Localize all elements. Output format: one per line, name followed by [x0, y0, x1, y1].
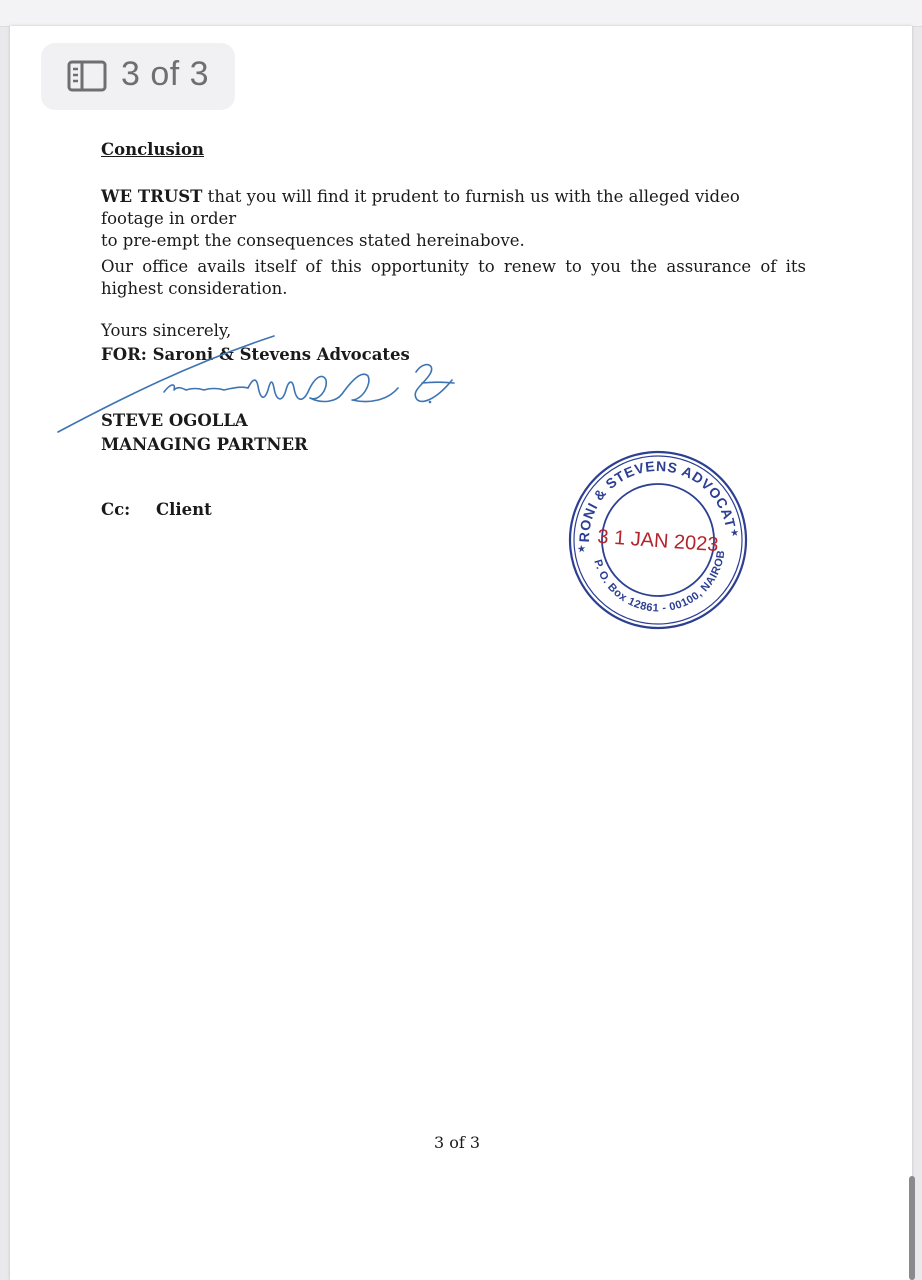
stamp-star-left: ★ — [576, 543, 587, 556]
vertical-scrollbar[interactable] — [909, 1176, 915, 1280]
signer-name: STEVE OGOLLA — [101, 411, 248, 430]
cc-value: Client — [156, 500, 212, 519]
stamp-top-arc: SARONI & STEVENS ADVOCATES — [575, 457, 739, 543]
emphasis-we-trust: WE TRUST — [101, 187, 203, 206]
stamp-date: 3 1 JAN 2023 — [596, 525, 720, 557]
stamp-star-right: ★ — [729, 527, 740, 540]
closing-salutation: Yours sincerely, — [101, 321, 232, 340]
stamp-bottom-arc: P. O. Box 12861 - 00100, NAIROBI — [591, 549, 728, 615]
cc-label: Cc: — [101, 500, 131, 519]
page-indicator[interactable] — [41, 43, 235, 110]
paragraph-we-trust — [101, 186, 806, 252]
firm-stamp — [565, 447, 751, 633]
sidebar-thumbnails-icon[interactable] — [67, 60, 107, 96]
firm-line: FOR: Saroni & Stevens Advocates — [101, 345, 410, 364]
paragraph-we-trust-rest: that you will find it prudent to furnish us with the alleged video footage in order — [101, 187, 740, 228]
signer-title: MANAGING PARTNER — [101, 435, 308, 454]
section-heading: Conclusion — [101, 140, 205, 159]
paragraph-we-trust-line2: to pre-empt the consequences stated hereinabove. — [101, 231, 525, 250]
page-indicator-label: 3 of 3 — [121, 55, 210, 93]
page-footer-number: 3 of 3 — [434, 1133, 481, 1152]
viewer-top-bar — [0, 0, 922, 27]
paragraph-assurance: Our office avails itself of this opportunity to renew to you the assurance of its highest consideration. — [101, 257, 806, 298]
